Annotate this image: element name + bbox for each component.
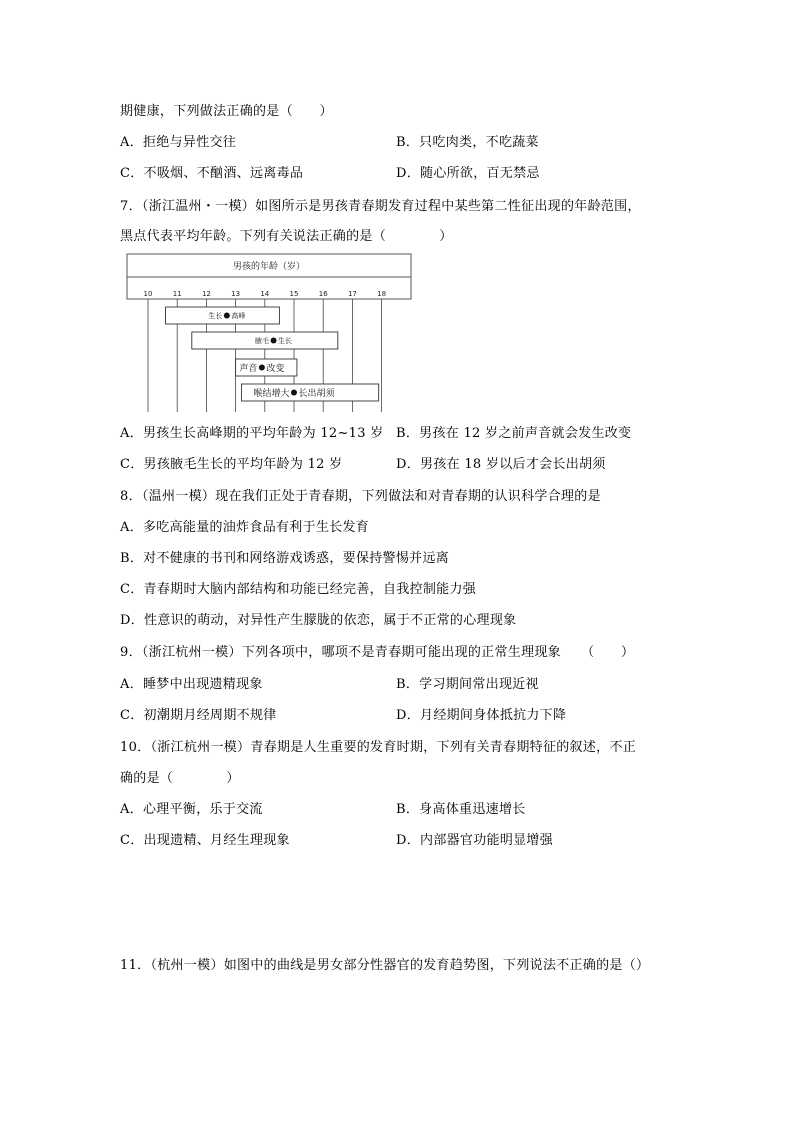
range-bar xyxy=(166,307,280,324)
q10-option-c: C．出现遗精、月经生理现象 xyxy=(120,833,290,848)
bar-label-right: 高峰 xyxy=(231,312,246,320)
age-range-figure xyxy=(120,250,420,415)
q6-option-a: A．拒绝与异性交往 xyxy=(120,135,237,150)
average-age-dot xyxy=(271,338,277,344)
figure-title: 男孩的年龄（岁） xyxy=(232,262,306,272)
q7-stem-line2: 黑点代表平均年龄。下列有关说法正确的是（ ） xyxy=(120,229,453,244)
q6-stem-tail: 期健康，下列做法正确的是（ ） xyxy=(120,104,333,119)
age-tick-label: 14 xyxy=(260,290,270,298)
bar-label-left: 声音 xyxy=(239,364,258,374)
bar-label-left: 生长 xyxy=(208,312,223,320)
bar-label-left: 腋毛 xyxy=(255,337,270,345)
q9-option-b: B．学习期间常出现近视 xyxy=(396,677,539,692)
bar-label-right: 长出胡须 xyxy=(298,389,335,399)
q8-option-c: C．青春期时大脑内部结构和功能已经完善，自我控制能力强 xyxy=(120,582,477,597)
q8-option-d: D．性意识的萌动，对异性产生朦胧的依恋，属于不正常的心理现象 xyxy=(120,613,517,628)
age-tick-label: 13 xyxy=(231,290,241,298)
q7-stem-line1: 7．（浙江温州・一模）如图所示是男孩青春期发育过程中某些第二性征出现的年龄范围， xyxy=(120,199,641,214)
q9-option-d: D．月经期间身体抵抗力下降 xyxy=(396,708,567,723)
q9-option-c: C．初潮期月经周期不规律 xyxy=(120,708,277,723)
age-tick-label: 12 xyxy=(201,290,211,298)
q7-option-c: C．男孩腋毛生长的平均年龄为 12 岁 xyxy=(120,457,343,472)
q10-option-d: D．内部器官功能明显增强 xyxy=(396,833,554,848)
q6-option-d: D．随心所欲，百无禁忌 xyxy=(396,166,540,181)
average-age-dot xyxy=(291,390,297,396)
q11-stem: 11．（杭州一模）如图中的曲线是男女部分性器官的发育趋势图，下列说法不正确的是（） xyxy=(120,958,650,973)
q8-stem: 8．（温州一模）现在我们正处于青春期，下列做法和对青春期的认识科学合理的是 xyxy=(120,489,601,504)
average-age-dot xyxy=(259,365,265,371)
q7-option-a: A．男孩生长高峰期的平均年龄为 12~13 岁 xyxy=(120,426,384,441)
q7-option-b: B．男孩在 12 岁之前声音就会发生改变 xyxy=(396,426,632,441)
bar-label-right: 改变 xyxy=(266,364,285,374)
q10-stem-line2: 确的是（ ） xyxy=(120,771,240,786)
q8-option-a: A．多吃高能量的油炸食品有利于生长发育 xyxy=(120,520,370,535)
q9-stem: 9．（浙江杭州一模）下列各项中，哪项不是青春期可能出现的正常生理现象 （ ） xyxy=(120,645,635,660)
average-age-dot xyxy=(224,313,230,319)
age-tick-label: 16 xyxy=(318,290,328,298)
q9-option-a: A．睡梦中出现遗精现象 xyxy=(120,677,263,692)
q6-option-c: C．不吸烟、不酗酒、远离毒品 xyxy=(120,166,304,181)
q7-option-d: D．男孩在 18 岁以后才会长出胡须 xyxy=(396,457,606,472)
bar-label-right: 生长 xyxy=(278,337,293,345)
age-tick-label: 17 xyxy=(347,290,357,298)
age-tick-label: 15 xyxy=(289,290,299,298)
age-tick-label: 18 xyxy=(377,290,387,298)
q10-stem-line1: 10．（浙江杭州一模）青春期是人生重要的发育时期，下列有关青春期特征的叙述，不正 xyxy=(120,740,637,755)
q6-option-b: B．只吃肉类，不吃蔬菜 xyxy=(396,135,539,150)
q10-option-a: A．心理平衡，乐于交流 xyxy=(120,802,263,817)
age-tick-label: 11 xyxy=(172,290,182,298)
q8-option-b: B．对不健康的书刊和网络游戏诱惑，要保持警惕并远离 xyxy=(120,551,450,566)
q10-option-b: B．身高体重迅速增长 xyxy=(396,802,526,817)
bar-label-left: 喉结增大 xyxy=(253,389,290,399)
age-tick-label: 10 xyxy=(143,290,153,298)
